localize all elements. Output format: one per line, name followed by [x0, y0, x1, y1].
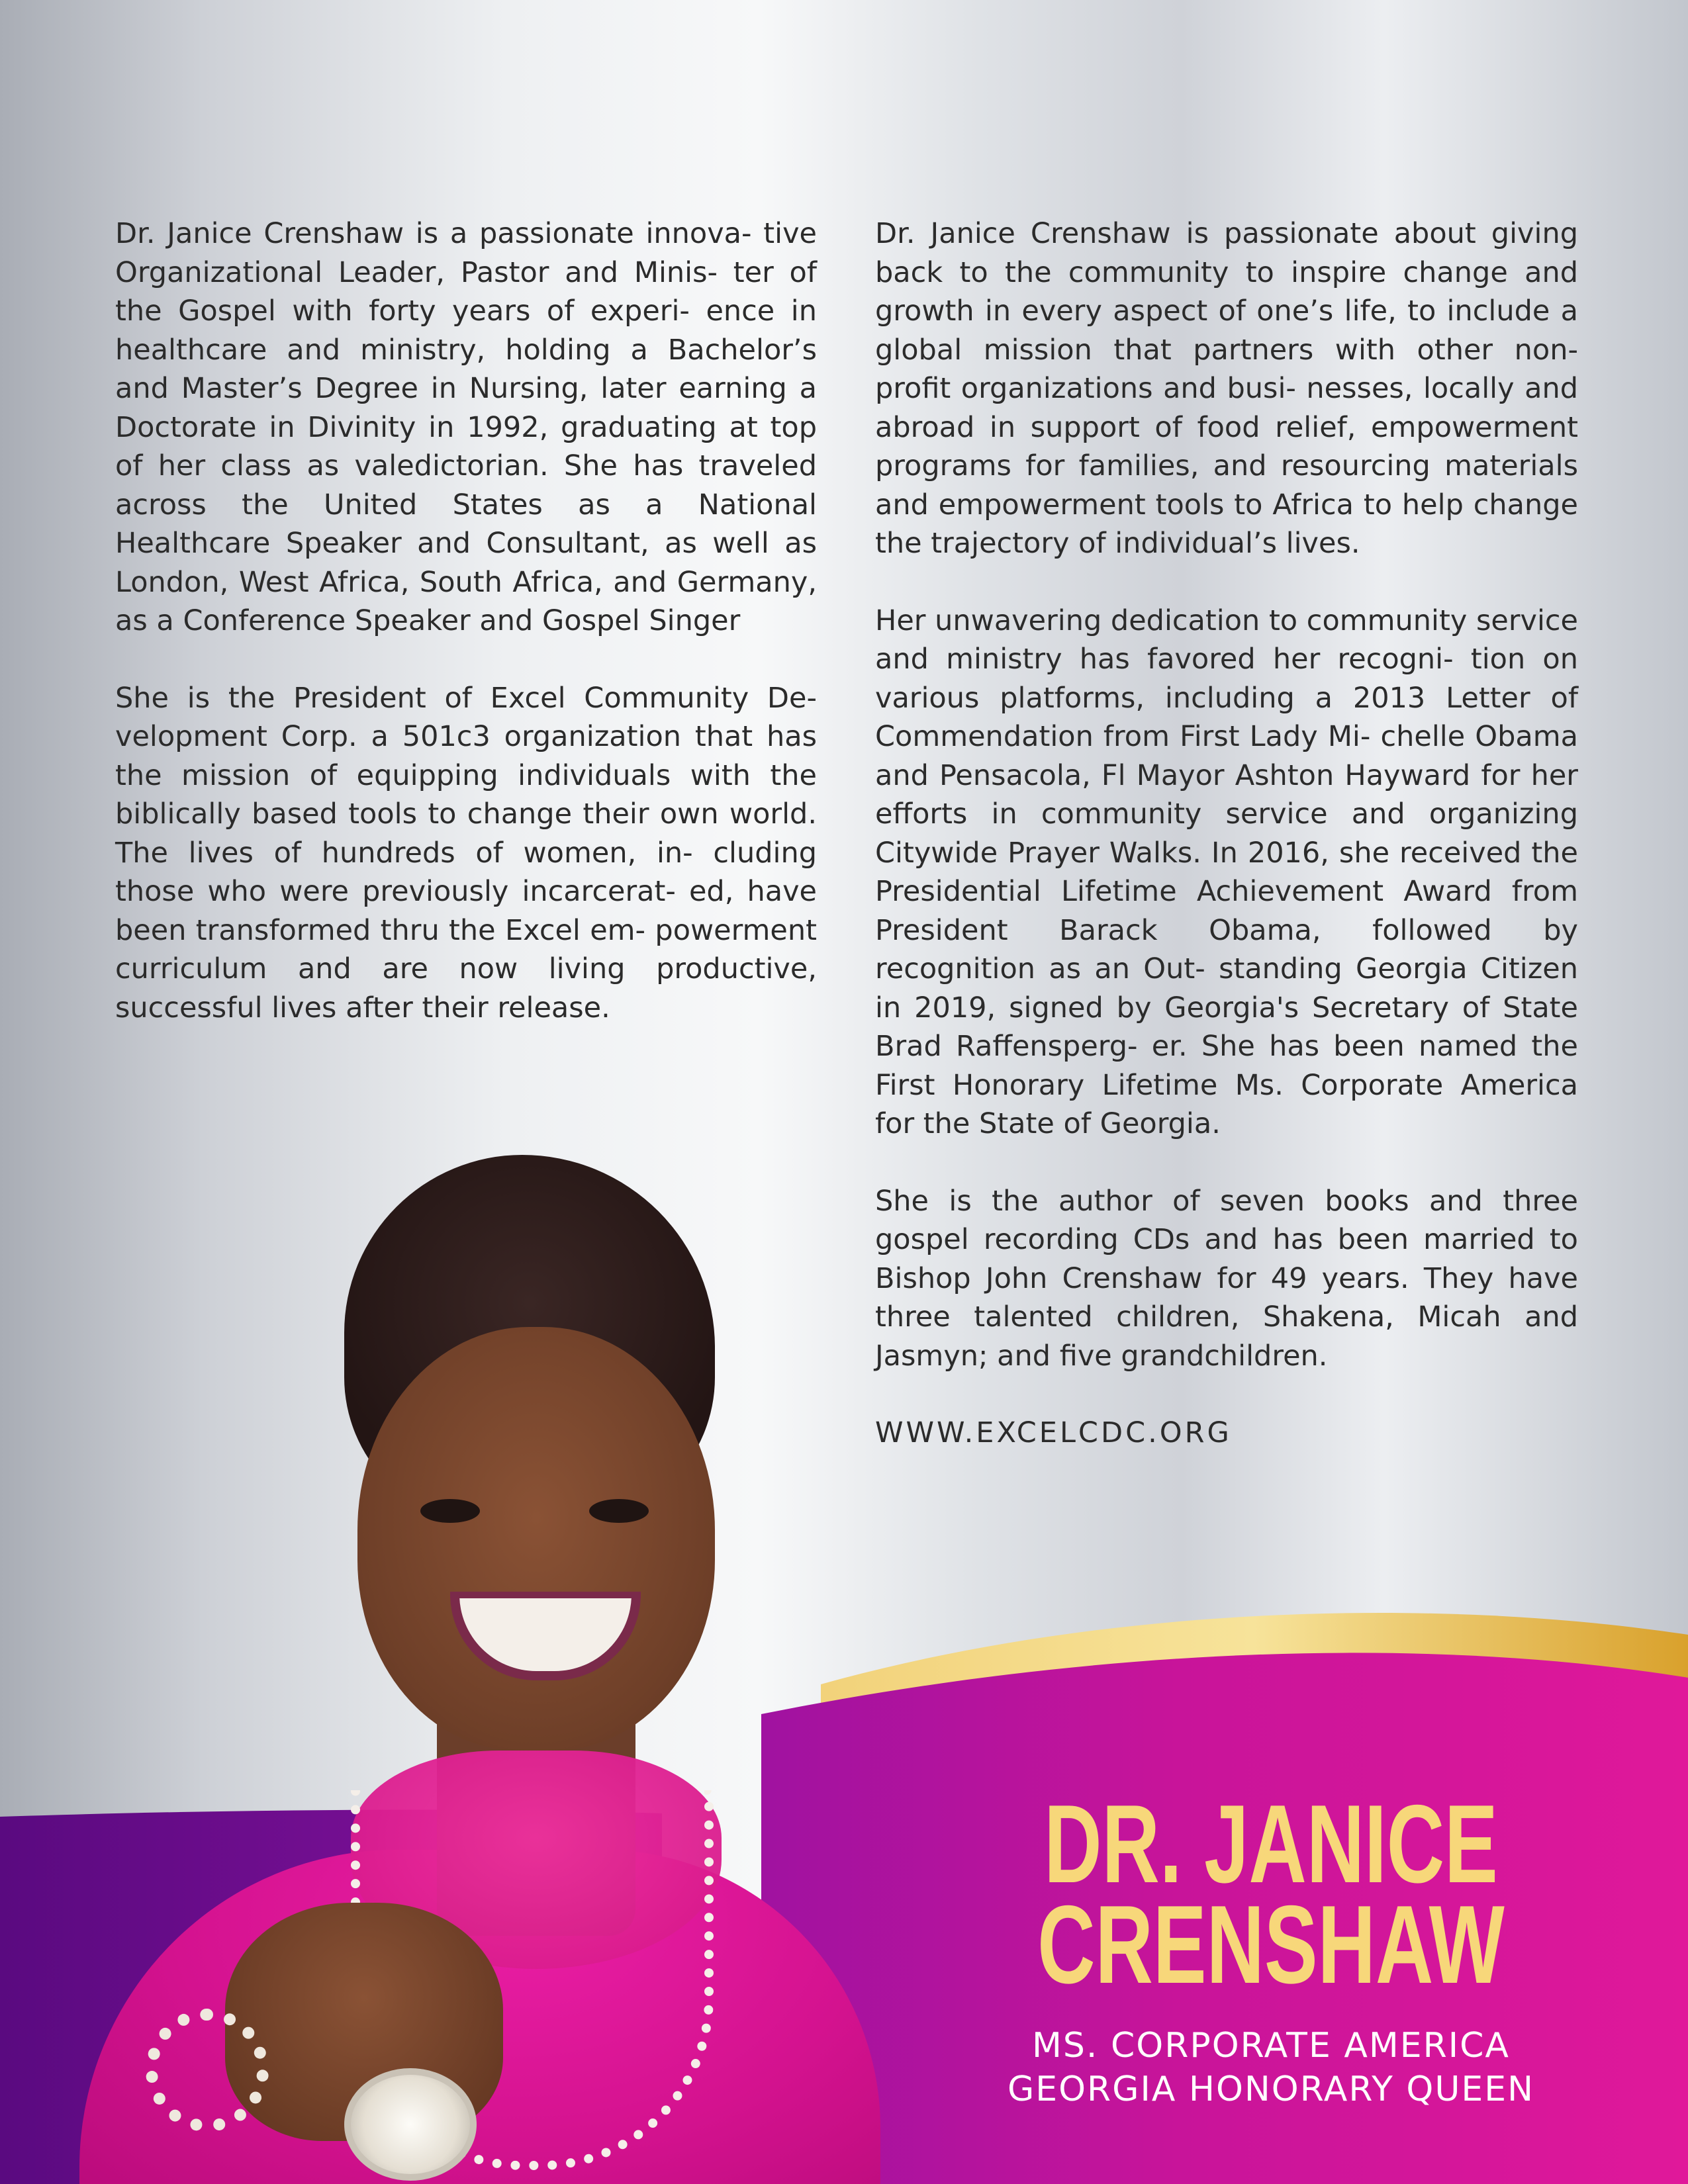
- left-text-column: [115, 214, 817, 1066]
- name-block: [887, 1782, 1655, 2111]
- left-paragraph-1: Dr. Janice Crenshaw is a passionate innova- tive Organizational Leader, Pastor and Minis- ter of the Gospel with forty years of experi- ence in healthcare and ministry, holding a Bachelor’s and Master’s Degree in Nursing, later earning a Doctorate in Divinity in 1992, graduating at top of her class as valedictorian. She has traveled across the United States as a National Healthcare Speaker and Consultant, as well as London, West Africa, South Africa, and Germany, as a Conference Speaker and Gospel Singer: [115, 217, 817, 637]
- name-line-2: CRENSHAW: [1037, 1882, 1505, 2007]
- right-paragraph-3: She is the author of seven books and three gospel recording CDs and has been married to Bishop John Crenshaw for 49 years. They have three talented children, Shakena, Micah and Jasmyn; and five grandchildren.: [875, 1184, 1578, 1373]
- portrait-eye-right: [589, 1499, 649, 1523]
- right-paragraph-1: Dr. Janice Crenshaw is passionate about giving back to the community to inspire change and growth in every aspect of one’s life, to include a global mission that partners with other non-profit organizations and busi- nesses, locally and abroad in support of food relief, empowerment programs for families, and resourcing materials and empowerment tools to Africa to help change the trajectory of individual’s lives.: [875, 217, 1578, 560]
- honoree-name: [994, 1782, 1547, 2007]
- title-line-1: MS. CORPORATE AMERICA: [1032, 2026, 1510, 2066]
- name-line-1: DR. JANICE: [1044, 1782, 1498, 1906]
- right-text-column: [875, 214, 1578, 1453]
- title-line-2: GEORGIA HONORARY QUEEN: [1007, 2070, 1535, 2109]
- portrait-bracelet: [146, 2009, 269, 2132]
- portrait-watch: [344, 2068, 477, 2181]
- honoree-title: [887, 2024, 1655, 2111]
- right-paragraph-2: Her unwavering dedication to community service and ministry has favored her recogni- tion on various platforms, including a 2013 Letter of Commendation from First Lady Mi- chelle Obama and Pensacola, Fl Mayor Ashton Hayward for her efforts in community service and organizing Citywide Prayer Walks. In 2016, she received the Presidential Lifetime Achievement Award from President Barack Obama, followed by recognition as an Out- standing Georgia Citizen in 2019, signed by Georgia's Secretary of State Brad Raffensperg- er. She has been named the First Honorary Lifetime Ms. Corporate America for the State of Georgia.: [875, 604, 1578, 1140]
- portrait-photo: [66, 1155, 880, 2184]
- left-paragraph-2: She is the President of Excel Community De- velopment Corp. a 501c3 organization that has the mission of equipping individuals with the biblically based tools to change their own world. The lives of hundreds of women, in- cluding those who were previously incarcerat- ed, have been transformed thru the Excel em- powerment curriculum and are now living productive, successful lives after their release.: [115, 681, 817, 1024]
- portrait-eye-left: [420, 1499, 480, 1523]
- portrait-face: [357, 1327, 715, 1751]
- website-link[interactable]: WWW.EXCELCDC.ORG: [875, 1416, 1232, 1449]
